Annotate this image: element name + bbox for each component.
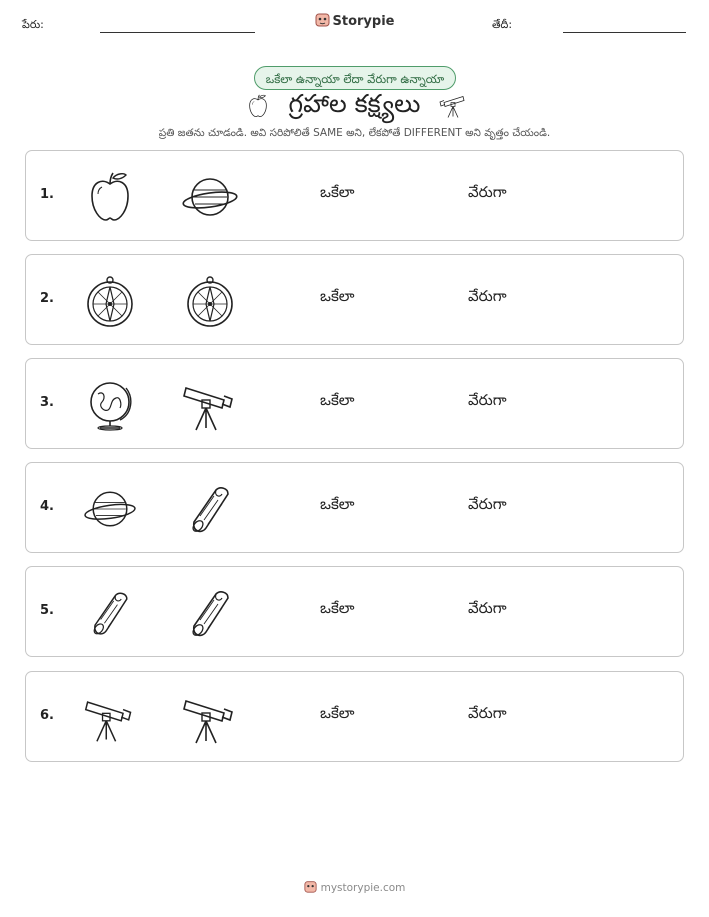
same-option[interactable]: ఒకేలా — [320, 704, 355, 722]
row-number: 6. — [40, 708, 54, 723]
brand-logo — [0, 12, 709, 31]
worksheet-row — [25, 254, 684, 345]
name-label: పేరు: — [22, 18, 44, 31]
storypie-logo-icon — [304, 880, 317, 896]
worksheet-row — [25, 358, 684, 449]
worksheet-row — [25, 462, 684, 553]
planet-icon — [180, 170, 240, 224]
footer — [0, 880, 709, 896]
name-line[interactable] — [100, 32, 255, 33]
different-option[interactable]: వేరుగా — [468, 287, 507, 305]
telescope-icon — [180, 378, 240, 432]
row-number: 1. — [40, 187, 54, 202]
different-option[interactable]: వేరుగా — [468, 391, 507, 409]
instructions: ప్రతి జతను చూడండి. అవి సరిపోలితే SAME అని, లేకపోతే DIFFERENT అని వృత్తం చేయండి. — [158, 127, 551, 139]
footer-url: mystorypie.com — [320, 882, 406, 894]
same-option[interactable]: ఒకేలా — [320, 287, 355, 305]
scroll-icon — [180, 586, 240, 640]
compass-icon — [82, 274, 138, 328]
row-number: 4. — [40, 499, 54, 514]
apple-icon — [82, 170, 138, 224]
same-option[interactable]: ఒకేలా — [320, 183, 355, 201]
same-option[interactable]: ఒకేలా — [320, 599, 355, 617]
row-number: 2. — [40, 291, 54, 306]
different-option[interactable]: వేరుగా — [468, 183, 507, 201]
worksheet-row — [25, 671, 684, 762]
telescope-icon — [180, 691, 240, 745]
brand-name: Storypie — [332, 14, 395, 29]
planet-icon — [82, 482, 138, 536]
date-line[interactable] — [563, 32, 686, 33]
page-title: గ్రహాల కక్ష్యలు — [288, 89, 421, 118]
compass-icon — [180, 274, 240, 328]
telescope-icon — [82, 691, 138, 745]
different-option[interactable]: వేరుగా — [468, 495, 507, 513]
telescope-icon — [436, 90, 466, 124]
row-number: 3. — [40, 395, 54, 410]
worksheet-row — [25, 150, 684, 241]
subtitle-pill: ఒకేలా ఉన్నాయా లేదా వేరుగా ఉన్నాయా — [254, 66, 456, 90]
row-number: 5. — [40, 603, 54, 618]
storypie-logo-icon — [315, 12, 330, 31]
different-option[interactable]: వేరుగా — [468, 599, 507, 617]
scroll-icon — [82, 586, 138, 640]
date-label: తేదీ: — [492, 18, 513, 31]
worksheet-row — [25, 566, 684, 657]
same-option[interactable]: ఒకేలా — [320, 495, 355, 513]
same-option[interactable]: ఒకేలా — [320, 391, 355, 409]
globe-icon — [82, 378, 138, 432]
different-option[interactable]: వేరుగా — [468, 704, 507, 722]
scroll-icon — [180, 482, 240, 536]
